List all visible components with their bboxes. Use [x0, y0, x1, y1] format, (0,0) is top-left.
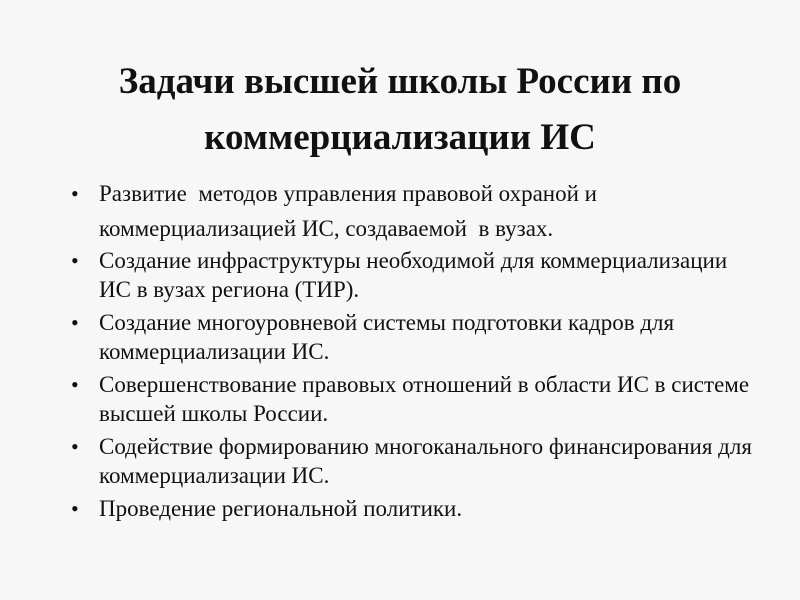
list-item [68, 494, 768, 523]
bullet-text: Совершенствование правовых отношений в области ИС в системе высшей школы России. [99, 372, 755, 426]
bullet-marker: • [71, 181, 79, 206]
bullet-marker: • [71, 248, 79, 273]
bullet-marker: • [71, 372, 79, 397]
bullet-text: Проведение региональной политики. [99, 496, 463, 521]
bullet-text: Создание инфраструктуры необходимой для коммерциализации ИС в вузах региона (ТИР). [99, 248, 745, 302]
bullet-marker: • [71, 310, 79, 335]
bullet-text: Развитие методов управления правовой охраной и коммерциализацией ИС, создаваемой в вузах. [99, 181, 603, 241]
list-item [68, 370, 768, 428]
list-item [68, 308, 768, 366]
list-item [68, 432, 768, 490]
bullet-marker: • [71, 496, 79, 521]
bullet-text: Создание многоуровневой системы подготовки кадров для коммерциализации ИС. [99, 310, 680, 364]
bullet-text: Содействие формированию многоканального финансирования для коммерциализации ИС. [99, 434, 758, 488]
bullet-list [68, 176, 768, 527]
list-item [68, 176, 768, 246]
slide-title: Задачи высшей школы России по коммерциализации ИС [118, 61, 682, 158]
bullet-marker: • [71, 434, 79, 459]
list-item [68, 246, 768, 304]
